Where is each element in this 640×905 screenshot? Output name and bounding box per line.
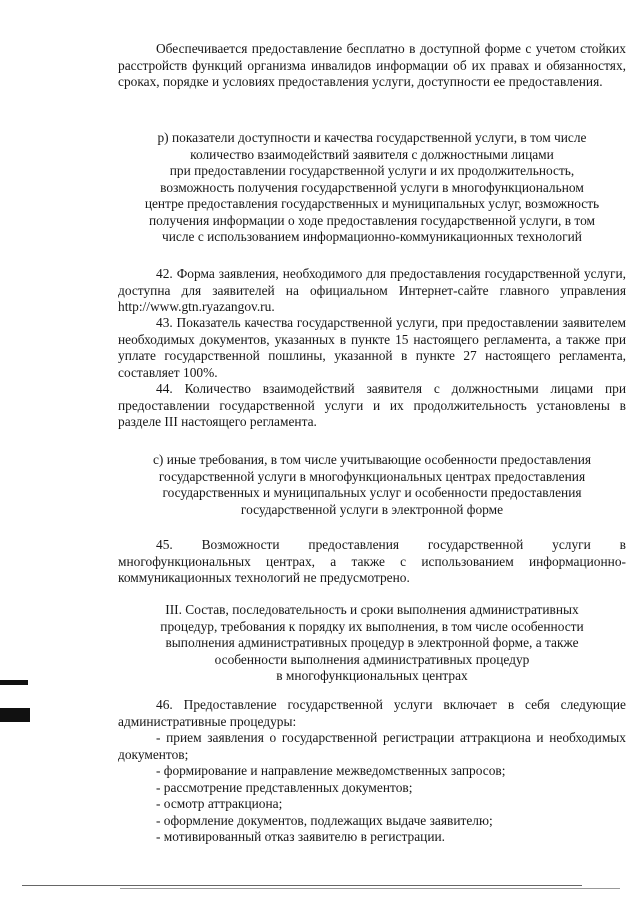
list-item: - прием заявления о государственной регистрации аттракциона и необходимых документов; <box>118 730 626 762</box>
paragraph-42: 42. Форма заявления, необходимого для предоставления государственной услуги, доступна для заявителей на официальном Интернет-сайте главного управления http://www.gtn.ryazangov.ru. <box>118 266 626 314</box>
heading-line: особенности выполнения административных процедур <box>214 651 530 667</box>
heading-line: количество взаимодействий заявителя с должностными лицами <box>190 146 554 162</box>
paragraph-43: 43. Показатель качества государственной услуги, при предоставлении заявителем необходимых документов, указанных в пункте 15 настоящего регламента, а также при уплате государственной пошлины, указанной в пункте 27 настоящего регламента, составляет 100%. <box>118 315 626 380</box>
scan-margin-mark <box>0 680 28 685</box>
list-item: - мотивированный отказ заявителю в регистрации. <box>156 829 446 844</box>
heading-line: р) показатели доступности и качества государственной услуги, в том числе <box>157 130 587 145</box>
paragraph-46 <box>118 697 626 846</box>
paragraph-45: 45. Возможности предоставления государственной услуги в многофункциональных центрах, а также с использованием информационно-коммуникационных технологий не предусмотрено. <box>118 537 626 585</box>
heading-line: государственной услуги в электронной форме <box>240 501 504 517</box>
list-item: - рассмотрение представленных документов; <box>156 779 413 795</box>
heading-line: с) иные требования, в том числе учитывающие особенности предоставления <box>152 452 592 467</box>
heading-r <box>112 130 632 246</box>
heading-line: III. Состав, последовательность и сроки выполнения административных <box>165 602 579 617</box>
intro-paragraph: Обеспечивается предоставление бесплатно в доступной форме с учетом стойких расстройств функций организма инвалидов информации об их правах и обязанностях, сроках, порядке и условиях предоставления услуги, доступности ее предоставления. <box>118 41 626 89</box>
paragraph-46-intro: 46. Предоставление государственной услуги включает в себя следующие административные процедуры: <box>118 697 626 729</box>
list-item: - осмотр аттракциона; <box>156 796 283 811</box>
list-item: - оформление документов, подлежащих выдаче заявителю; <box>156 812 493 828</box>
heading-line: выполнения административных процедур в электронной форме, а также <box>165 635 579 650</box>
heading-line: центре предоставления государственных и муниципальных услуг, возможность <box>144 196 600 211</box>
scan-bottom-edge <box>120 888 620 889</box>
scan-margin-mark <box>0 708 30 722</box>
scan-bottom-edge <box>22 885 582 886</box>
paragraph-44: 44. Количество взаимодействий заявителя с должностными лицами при предоставлении государственной услуги и их продолжительность установлены в разделе III настоящего регламента. <box>118 381 626 429</box>
heading-line: при предоставлении государственной услуги и их продолжительность, <box>169 163 575 178</box>
heading-line: получения информации о ходе предоставления государственной услуги, в том <box>149 212 595 228</box>
heading-s <box>112 452 632 518</box>
list-item: - формирование и направление межведомственных запросов; <box>156 763 506 778</box>
heading-line: числе с использованием информационно-коммуникационных технологий <box>162 229 582 244</box>
heading-line: процедур, требования к порядку их выполнения, в том числе особенности <box>160 618 584 634</box>
heading-line: государственных и муниципальных услуг и особенности предоставления <box>162 485 582 500</box>
section-3-heading <box>112 602 632 685</box>
heading-line: государственной услуги в многофункциональных центрах предоставления <box>158 468 586 484</box>
heading-line: в многофункциональных центрах <box>276 668 468 683</box>
heading-line: возможность получения государственной услуги в многофункциональном <box>160 179 584 195</box>
